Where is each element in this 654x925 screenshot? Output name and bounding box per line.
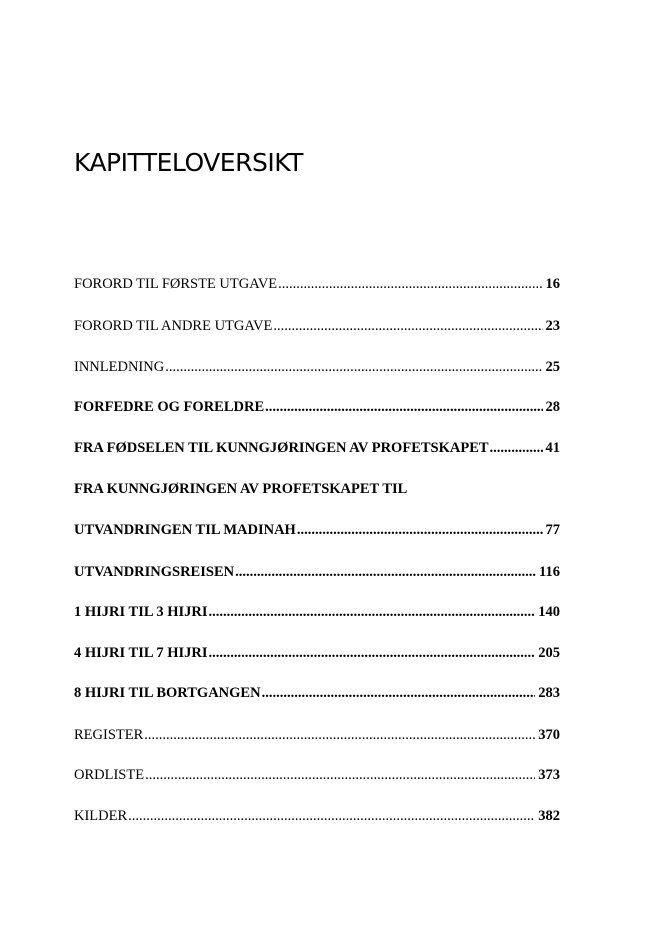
toc-entry-forord-andre[interactable] [74,318,560,335]
toc-entry-label: UTVANDRINGSREISEN [74,564,235,580]
toc-entry-page: 41 [545,440,560,456]
dot-leader [128,808,535,825]
toc-entry-page: 283 [538,685,560,701]
toc-entry-label: FORORD TIL FØRSTE UTGAVE [74,276,278,292]
toc-entry-page: 23 [545,318,560,334]
toc-entry-4-hijri[interactable] [74,645,560,662]
toc-entry-ordliste[interactable] [74,767,560,784]
toc-entry-page: 16 [545,276,560,292]
dot-leader [265,399,542,416]
toc-entry-label: 8 HIJRI TIL BORTGANGEN [74,685,261,701]
toc-entry-forfedre[interactable] [74,399,560,416]
dot-leader [278,276,542,293]
dot-leader [235,564,536,581]
dot-leader [209,645,536,662]
dot-leader [297,522,543,539]
toc-entry-page: 373 [538,767,560,783]
toc-entry-page: 140 [538,604,560,620]
toc-entry-label: FRA FØDSELEN TIL KUNNGJØRINGEN AV PROFETSKAPET [74,440,489,456]
toc-entry-fra-kunngjoringen-line2[interactable] [74,522,560,539]
toc-entry-page: 370 [538,727,560,743]
dot-leader [273,318,542,335]
dot-leader [144,727,535,744]
toc-entry-1-hijri[interactable] [74,604,560,621]
toc-entry-page: 28 [545,399,560,415]
toc-entry-label: REGISTER [74,727,144,743]
toc-entry-fra-fodselen[interactable] [74,440,560,457]
toc-entry-page: 382 [538,808,560,824]
toc-entry-label: FORORD TIL ANDRE UTGAVE [74,318,273,334]
dot-leader [490,440,543,457]
toc-entry-utvandringsreisen[interactable] [74,564,560,581]
dot-leader [145,767,535,784]
toc-entry-label: 4 HIJRI TIL 7 HIJRI [74,645,208,661]
toc-entry-innledning[interactable] [74,359,560,376]
page-title: KAPITTELOVERSIKT [74,148,303,177]
toc-entry-8-hijri[interactable] [74,685,560,702]
toc-entry-label: UTVANDRINGEN TIL MADINAH [74,522,296,538]
dot-leader [165,359,542,376]
toc-entry-label: ORDLISTE [74,767,145,783]
toc-entry-label: 1 HIJRI TIL 3 HIJRI [74,604,208,620]
toc-entry-page: 25 [545,359,560,375]
dot-leader [262,685,536,702]
toc-entry-page: 205 [538,645,560,661]
toc-entry-label: FORFEDRE OG FORELDRE [74,399,265,415]
toc-entry-label: FRA KUNNGJØRINGEN AV PROFETSKAPET TIL [74,481,408,497]
toc-entry-label: KILDER [74,808,128,824]
dot-leader [209,604,536,621]
toc-entry-page: 116 [539,564,560,580]
toc-entry-register[interactable] [74,727,560,744]
toc-entry-forord-forste[interactable] [74,276,560,293]
toc-entry-label: INNLEDNING [74,359,165,375]
toc-entry-kilder[interactable] [74,808,560,825]
toc-entry-page: 77 [545,522,560,538]
toc-entry-fra-kunngjoringen-line1[interactable] [74,481,560,498]
